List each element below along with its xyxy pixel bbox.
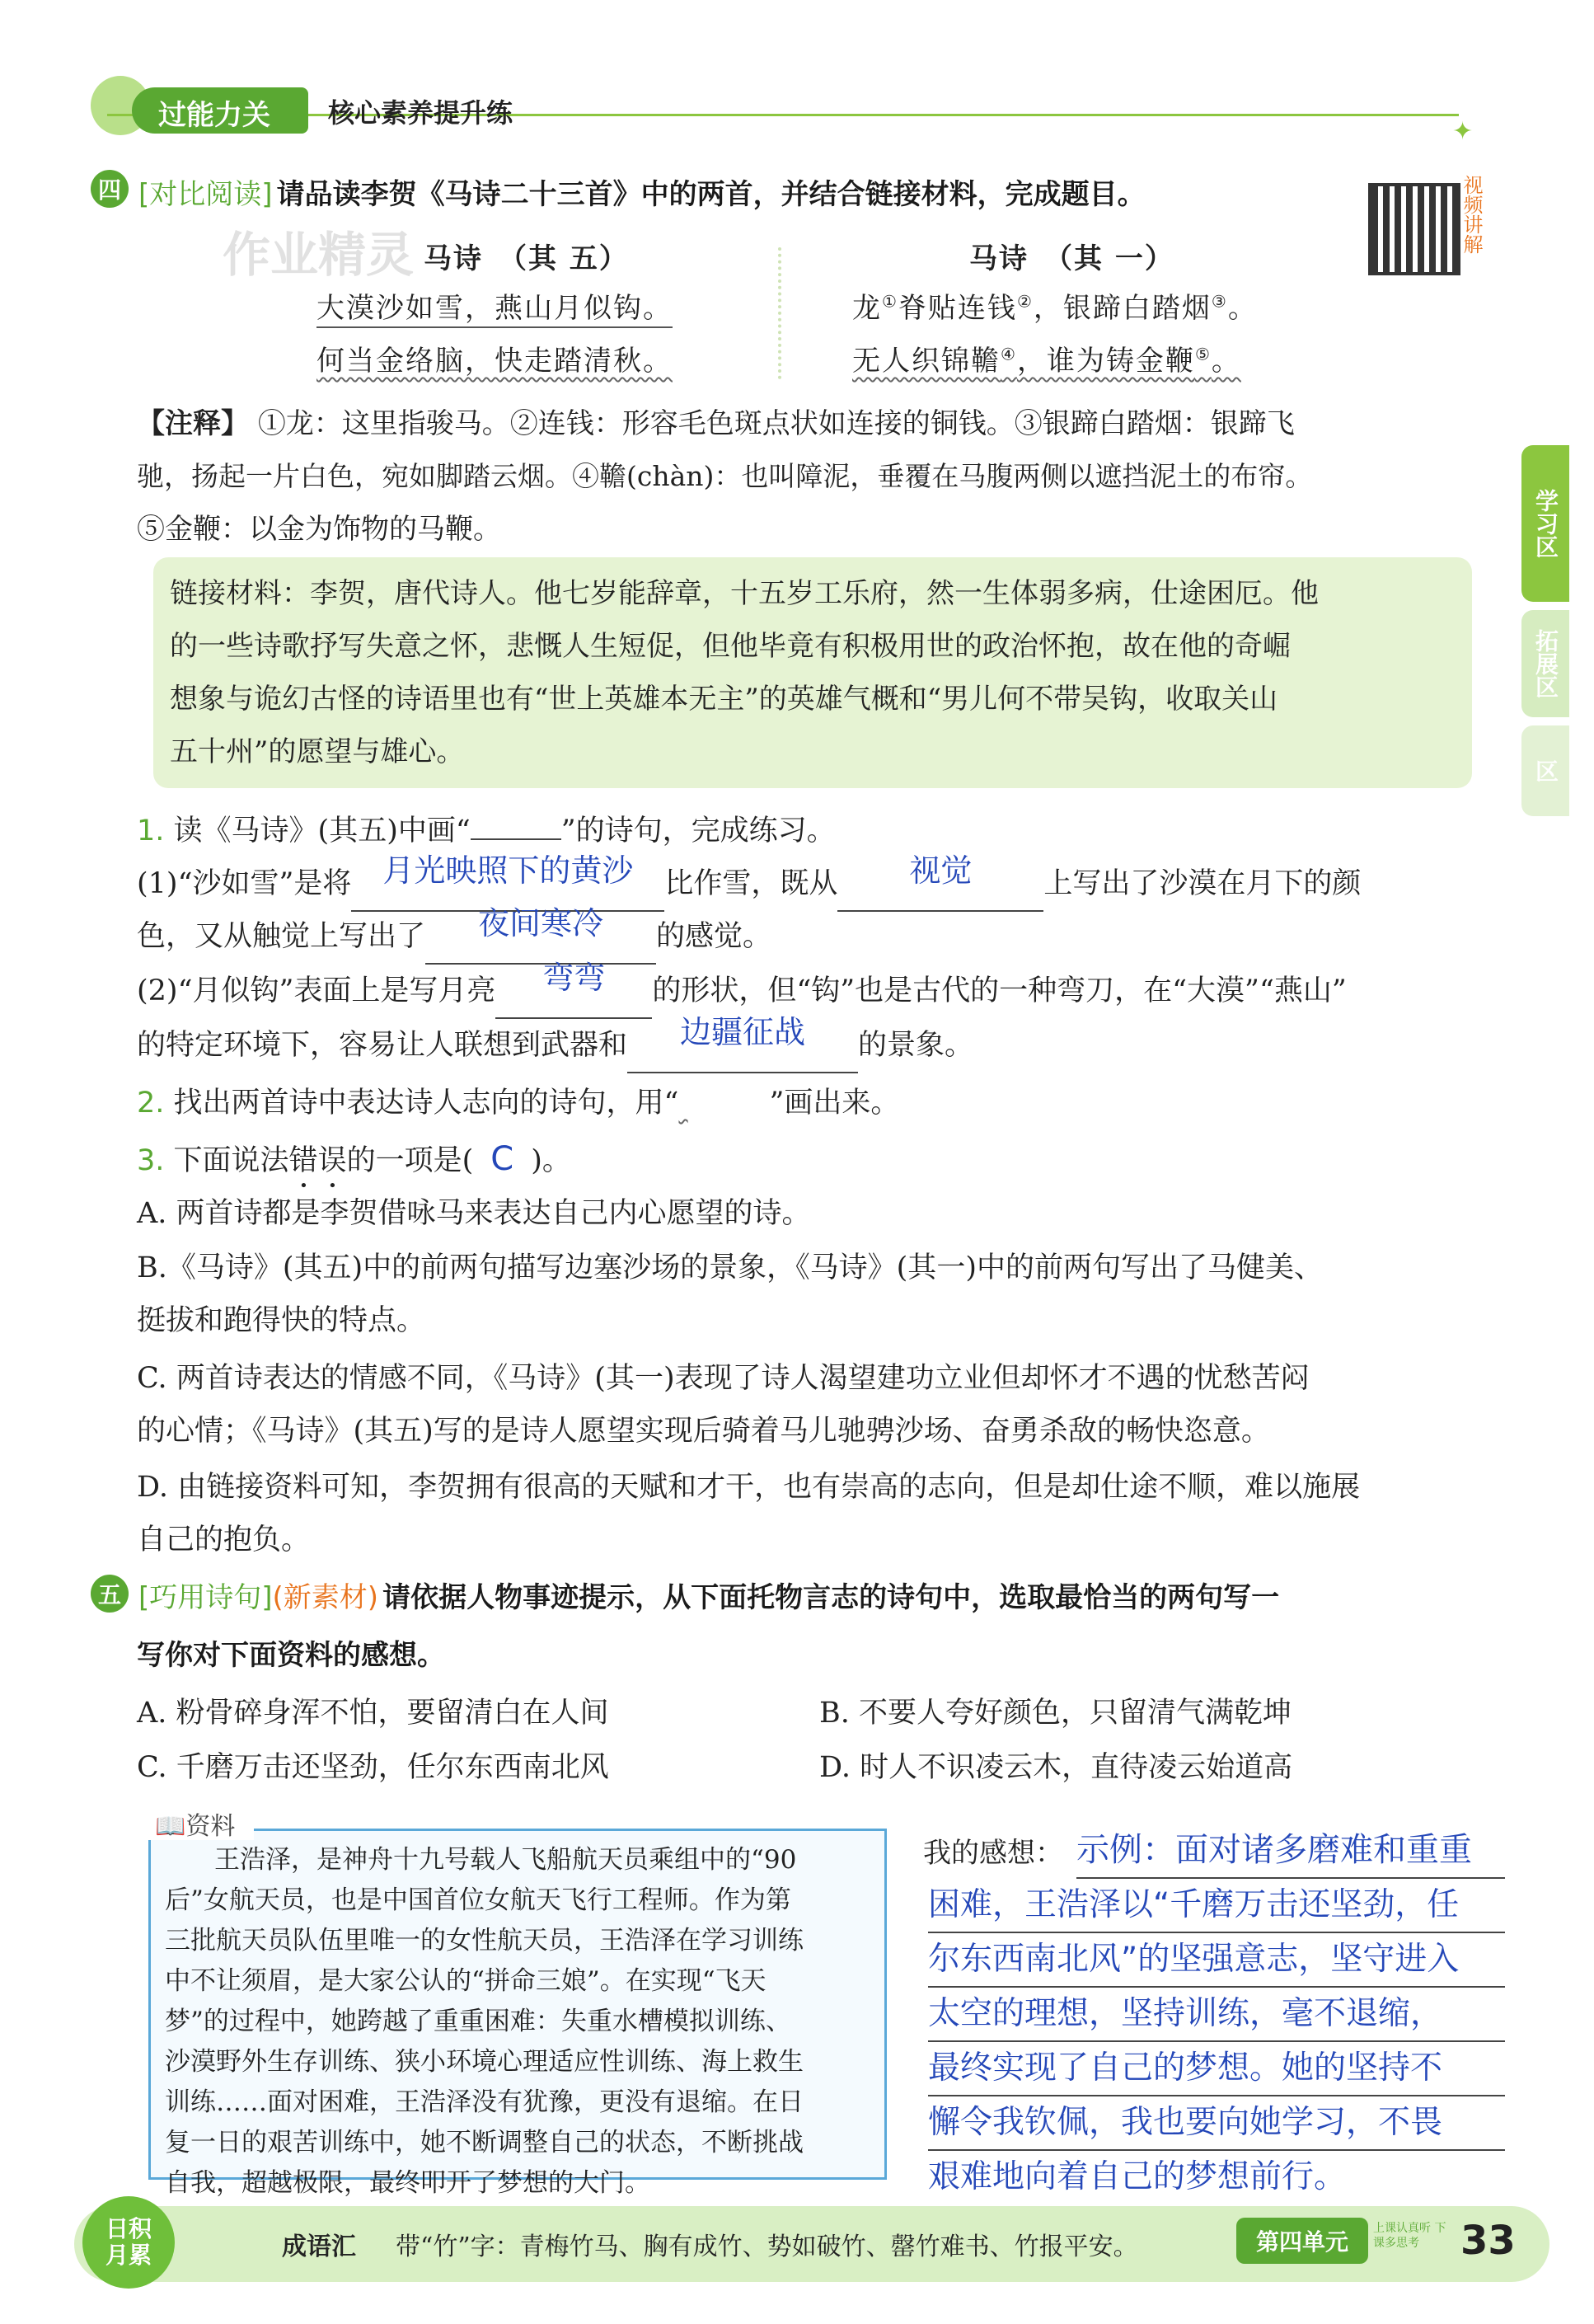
side-tab-other[interactable]: 区 — [1521, 725, 1569, 816]
material-line: 沙漠野外生存训练、狭小环境心理适应性训练、海上救生 — [165, 2047, 804, 2077]
poem-two-line-2 — [852, 338, 1241, 378]
poem-one-title: 马诗 （其 五） — [424, 242, 629, 275]
poem-option-a: A. 粉骨碎身浑不怕，要留清白在人间 — [137, 1697, 609, 1730]
option-b-line-2: 挺拔和跑得快的特点。 — [137, 1304, 426, 1337]
section-five-badge: 五 — [91, 1575, 129, 1613]
footer-label: 成语汇 — [282, 2232, 356, 2261]
poem-two-text: 龙 — [852, 292, 882, 325]
question-text: 的一项是( — [346, 1144, 474, 1177]
section-five-heading — [138, 1575, 1279, 1615]
unit-badge: 第四单元 — [1236, 2218, 1368, 2264]
section-four-badge: 四 — [91, 170, 129, 208]
material-line: 梦”的过程中，她跨越了重重困难：失重水槽模拟训练、 — [165, 2007, 791, 2036]
material-line: 训练……面对困难，王浩泽没有犹豫，更没有退缩。在日 — [165, 2087, 804, 2117]
feeling-answer-line[interactable]: 困难，王浩泽以“千磨万击还坚劲，任 — [928, 1878, 1505, 1933]
handwritten-answer[interactable]: C — [490, 1140, 514, 1178]
question-text: 读《马诗》(其五)中画“ — [173, 815, 471, 847]
notes-line-2: 驰，扬起一片白色，宛如脚踏云烟。④韂(chàn)：也叫障泥，垂覆在马腹两侧以遮挡泥土的布帘。 — [137, 460, 1313, 492]
poem-option-b: B. 不要人夸好颜色，只留清气满乾坤 — [819, 1697, 1292, 1730]
side-tab-study[interactable]: 学习区 — [1521, 445, 1569, 602]
poem-option-c: C. 千磨万击还坚劲，任尔东西南北风 — [137, 1751, 609, 1784]
material-line: 后”女航天员，也是中国首位女航天飞行工程师。作为第 — [165, 1885, 791, 1915]
footnote-mark: ② — [1016, 291, 1034, 312]
poem-two-line-1 — [852, 285, 1258, 326]
answer-blank[interactable] — [837, 852, 1043, 912]
question-text: 找出两首诗中表达诗人志向的诗句，用“ — [173, 1087, 679, 1120]
link-line: 五十州”的愿望与雄心。 — [170, 735, 465, 768]
section-five-instruction: 请依据人物事迹提示，从下面托物言志的诗句中，选取最恰当的两句写一 — [382, 1581, 1280, 1614]
feeling-answer-line[interactable]: 示例：面对诸多磨难和重重 — [1076, 1824, 1505, 1879]
handwritten-answer: 边疆征战 — [680, 1014, 806, 1050]
poem-two-text: ，谁为铸金鞭 — [1016, 345, 1195, 378]
link-line: 的一些诗歌抒写失意之怀，悲慨人生短促，但他毕竟有积极用世的政治怀抱，故在他的奇崛 — [170, 630, 1291, 663]
question-text: 的形状，但“钩”也是古代的一种弯刀，在“大漠”“燕山” — [652, 974, 1347, 1007]
option-a: A. 两首诗都是李贺借咏马来表达自己内心愿望的诗。 — [137, 1197, 811, 1230]
question-1-part-2b — [137, 1014, 974, 1073]
option-d-line-1: D. 由链接资料可知，李贺拥有很高的天赋和才干，也有崇高的志向，但是却仕途不顺，难以施展 — [137, 1471, 1361, 1504]
notes-text: ①龙：这里指骏马。②连钱：形容毛色斑点状如连接的铜钱。③银蹄白踏烟：银蹄飞 — [257, 407, 1295, 440]
poem-two-title: 马诗 （其 一） — [969, 242, 1174, 275]
question-number: 2. — [137, 1087, 165, 1120]
notes-line-3: ⑤金鞭：以金为饰物的马鞭。 — [137, 513, 501, 546]
footnote-mark: ④ — [1001, 344, 1017, 364]
question-text: 色，又从触觉上写出了 — [137, 920, 426, 953]
header-subtitle: 核心素养提升练 — [328, 97, 513, 129]
material-text — [165, 1840, 874, 2204]
poem-two-text: 。 — [1211, 345, 1241, 378]
option-d-line-2: 自己的抱负。 — [137, 1524, 311, 1556]
material-line: 中不让须眉，是大家公认的“拼命三娘”。在实现“飞天 — [165, 1966, 767, 1996]
header-rule — [107, 114, 1459, 116]
side-tab-extend[interactable]: 拓展区 — [1521, 610, 1569, 717]
poem-one-line-2 — [316, 338, 673, 378]
handwritten-answer: 弯弯 — [542, 960, 606, 996]
header-title: 过能力关 — [158, 99, 270, 132]
feeling-label: 我的感想： — [923, 1837, 1063, 1870]
feeling-answer-line[interactable]: 懈令我钦佩，我也要向她学习，不畏 — [928, 2096, 1505, 2151]
poem-two-text: ，银蹄白踏烟 — [1033, 292, 1212, 325]
link-line: 想象与诡幻古怪的诗语里也有“世上英雄本无主”的英雄气概和“男儿何不带吴钩，收取关山 — [170, 683, 1278, 716]
footnote-mark: ⑤ — [1194, 344, 1212, 364]
poem-one-line-1 — [316, 285, 673, 326]
poem-one-line-1-text: 大漠沙如雪，燕山月似钩。 — [316, 292, 673, 328]
material-line: 复一日的艰苦训练中，她不断调整自己的状态，不断挑战 — [165, 2128, 804, 2157]
notes-line-1 — [137, 397, 1489, 450]
material-label-text: 资料 — [185, 1812, 236, 1841]
blank-mark — [471, 838, 561, 840]
footer-badge: 日积月累 — [82, 2196, 175, 2289]
footnote-mark: ① — [882, 291, 898, 312]
answer-blank[interactable] — [627, 1014, 858, 1073]
question-text: ”画出来。 — [769, 1087, 900, 1120]
question-1-part-1b — [137, 905, 772, 965]
unit-motto: 上课认真听 下课多思考 — [1373, 2222, 1446, 2250]
question-1-part-1 — [137, 852, 1362, 912]
new-material-tag: (新素材) — [272, 1581, 379, 1614]
question-text: 的感觉。 — [656, 920, 772, 953]
poem-two-line-2-underlined — [852, 345, 1241, 378]
option-b-line-1: B.《马诗》(其五)中的前两句描写边塞沙场的景象，《马诗》(其一)中的前两句写出了马健美、 — [137, 1251, 1323, 1284]
feeling-answer-line[interactable]: 尔东西南北风”的坚强意志，坚守进入 — [928, 1932, 1505, 1988]
star-icon: ✦ — [1452, 117, 1474, 146]
handwritten-answer: 月光映照下的黄沙 — [382, 852, 634, 889]
question-number: 3. — [137, 1144, 165, 1177]
watermark: 作业精灵 — [223, 227, 415, 283]
material-line: 王浩泽，是神舟十九号载人飞船航天员乘组中的“90 — [214, 1845, 797, 1875]
section-four-instruction: 请品读李贺《马诗二十三首》中的两首，并结合链接材料，完成题目。 — [276, 178, 1146, 211]
question-text: )。 — [531, 1144, 571, 1177]
section-five-instruction-2: 写你对下面资料的感想。 — [137, 1639, 445, 1672]
feeling-answer-line[interactable]: 最终实现了自己的梦想。她的坚持不 — [928, 2041, 1505, 2096]
poem-two-text: 脊贴连钱 — [898, 292, 1017, 325]
feeling-answer-line[interactable]: 艰难地向着自己的梦想前行。 — [928, 2158, 1347, 2195]
question-text: 下面说法 — [173, 1144, 289, 1177]
option-c-line-2: 的心情；《马诗》(其五)写的是诗人愿望实现后骑着马儿驰骋沙场、奋勇杀敌的畅快恣意。 — [137, 1415, 1270, 1448]
question-text: 比作雪，既从 — [664, 867, 838, 900]
book-icon: 📖 — [155, 1812, 186, 1841]
handwritten-answer: 视觉 — [909, 852, 973, 889]
material-line: 自我，超越极限，最终叩开了梦想的大门。 — [165, 2168, 650, 2198]
qr-label: 视频讲解 — [1460, 175, 1483, 254]
section-five-tag: [巧用诗句] — [138, 1581, 273, 1614]
footnote-mark: ③ — [1211, 291, 1228, 312]
question-number: 1. — [137, 815, 165, 847]
page-number: 33 — [1460, 2218, 1516, 2264]
question-text: ”的诗句，完成练习。 — [560, 815, 836, 847]
question-text: (1)“沙如雪”是将 — [137, 867, 352, 900]
question-text: 的特定环境下，容易让人联想到武器和 — [137, 1029, 628, 1062]
question-text: (2)“月似钩”表面上是写月亮 — [137, 974, 496, 1007]
qr-code-icon[interactable] — [1368, 183, 1460, 275]
poem-two-text: 无人织锦韂 — [852, 345, 1001, 378]
feeling-answer-line[interactable]: 太空的理想，坚持训练，毫不退缩， — [928, 1987, 1505, 2042]
handwritten-answer: 夜间寒冷 — [478, 905, 604, 941]
option-c-line-1: C. 两首诗表达的情感不同，《马诗》(其一)表现了诗人渴望建功立业但却怀才不遇的忧愁苦闷 — [137, 1362, 1310, 1395]
notes-label: 【注释】 — [137, 407, 249, 440]
material-line: 三批航天员队伍里唯一的女性航天员，王浩泽在学习训练 — [165, 1926, 804, 1955]
emphasized-text: 错误 — [288, 1144, 347, 1177]
question-2 — [137, 1077, 899, 1129]
question-3-stem — [137, 1133, 571, 1195]
poem-one-line-2-text: 何当金络脑，快走踏清秋。 — [316, 345, 673, 378]
section-four-tag: [对比阅读] — [138, 178, 273, 211]
poem-option-d: D. 时人不识凌云木，直待凌云始道高 — [819, 1751, 1293, 1784]
wavy-mark — [678, 1077, 769, 1129]
poem-divider — [778, 247, 786, 379]
link-material-text — [170, 567, 1464, 778]
poem-two-text: 。 — [1227, 292, 1258, 325]
question-text: 上写出了沙漠在月下的颜 — [1043, 867, 1362, 900]
material-label — [155, 1805, 235, 1842]
section-four-heading — [138, 171, 1146, 212]
footer-text: 带“竹”字：青梅竹马、胸有成竹、势如破竹、罄竹难书、竹报平安。 — [396, 2232, 1138, 2261]
link-line: 链接材料：李贺，唐代诗人。他七岁能辞章，十五岁工乐府，然一生体弱多病，仕途困厄。他 — [170, 577, 1319, 610]
question-text: 的景象。 — [858, 1029, 974, 1062]
